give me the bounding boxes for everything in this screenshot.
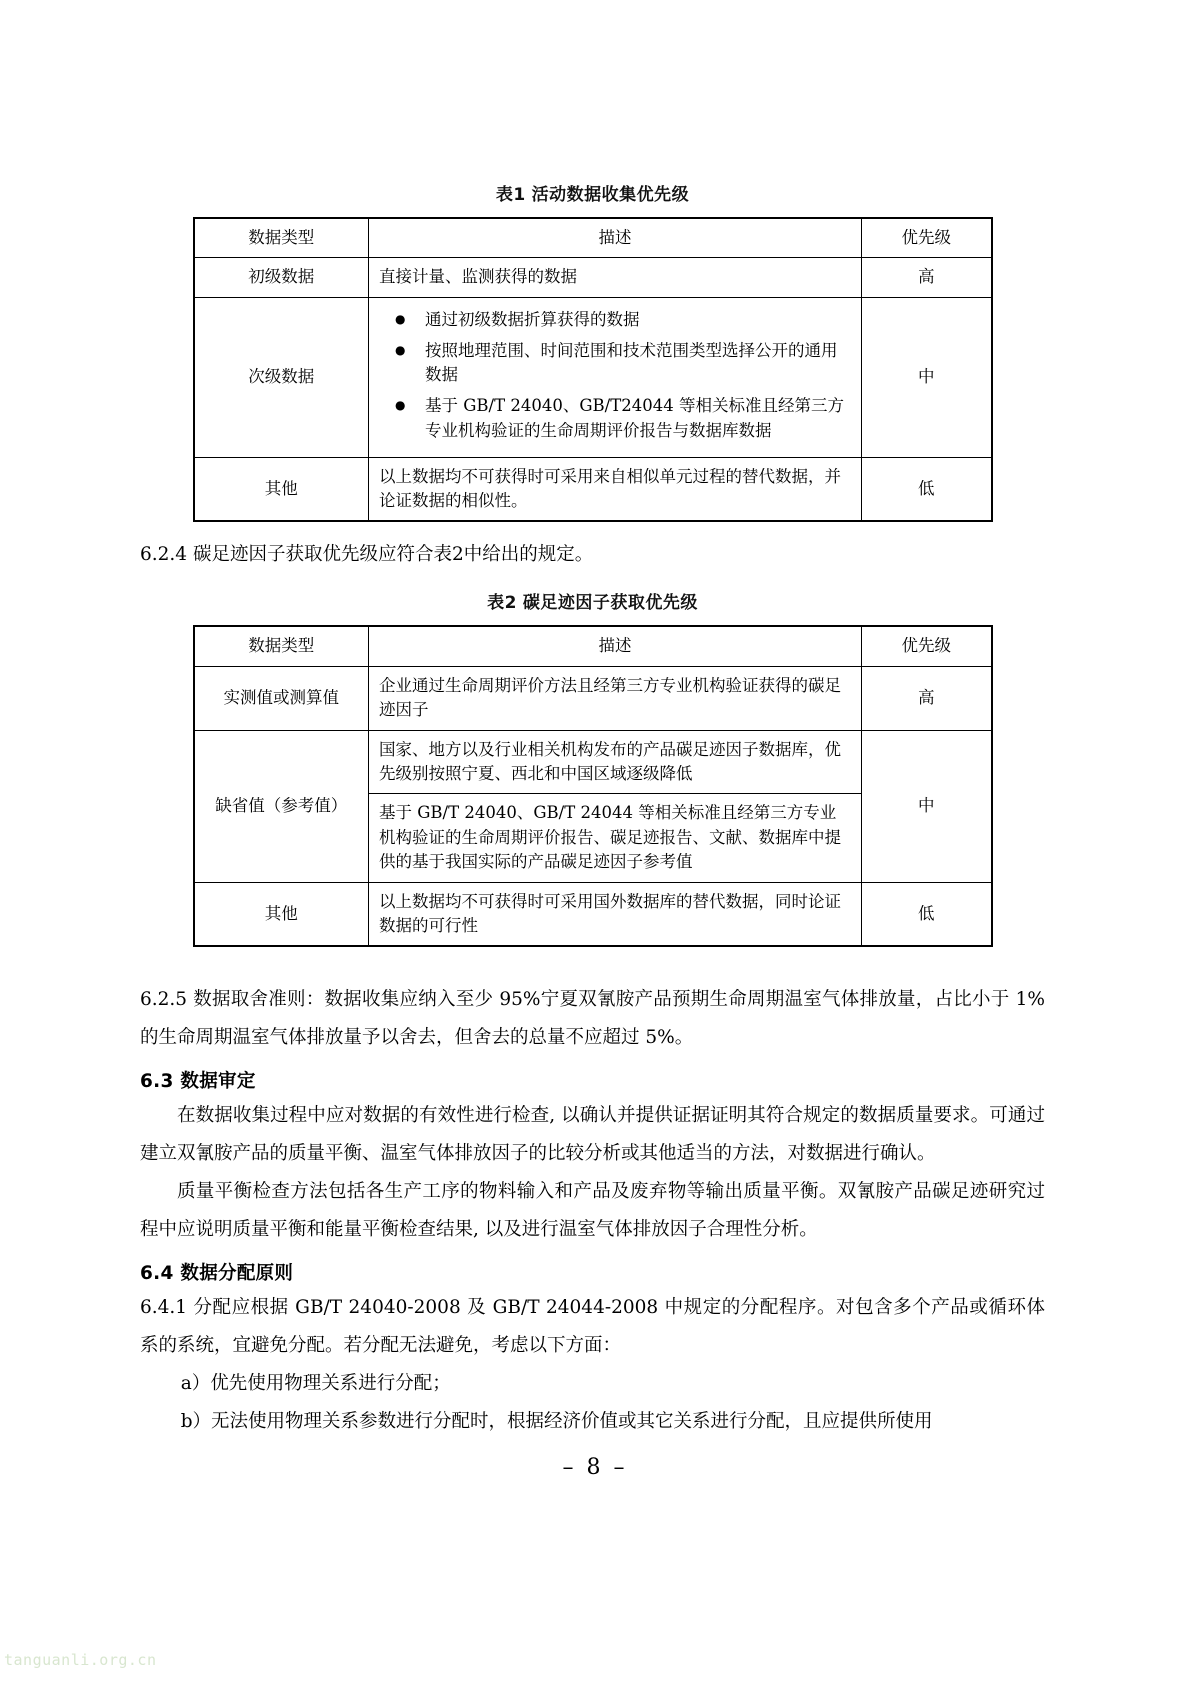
table-row [194,666,992,730]
table2-row1-description-part1: 国家、地方以及行业相关机构发布的产品碳足迹因子数据库，优先级别按照宁夏、西北和中国区域逐级降低 [369,730,862,794]
table-row [194,258,992,297]
table-activity-data-priority [193,217,993,522]
table1-row1-bullet-list [379,308,851,444]
table-row [194,297,992,457]
page-number: – 8 – [562,1455,628,1480]
table2-row2-priority: 低 [862,882,992,946]
table1-header-type: 数据类型 [194,218,369,258]
table2-row2-type: 其他 [194,882,369,946]
table1-row2-description: 以上数据均不可获得时可采用来自相似单元过程的替代数据，并论证数据的相似性。 [369,457,862,521]
table1-header-row [194,218,992,258]
table2-row0-priority: 高 [862,666,992,730]
page-content [140,180,1045,1441]
table1-row0-description: 直接计量、监测获得的数据 [369,258,862,297]
list-item-a: a）优先使用物理关系进行分配； [180,1372,451,1394]
clause-6-2-5: 6.2.5 数据取舍准则：数据收集应纳入至少 95%宁夏双氰胺产品预期生命周期温室气体排放量，占比小于 1%的生命周期温室气体排放量予以舍去，但舍去的总量不应超过 5%。 [140,989,1045,1049]
table1-row2-priority: 低 [862,457,992,521]
table1-caption-number: 表1 [495,185,526,205]
table2-caption [140,588,1045,613]
table1-caption [140,180,1045,205]
site-watermark: tanguanli.org.cn [4,1651,157,1669]
table-row [194,882,992,946]
table2-row1-description-part2: 基于 GB/T 24040、GB/T 24044 等相关标准且经第三方专业机构验证的生命周期评价报告、碳足迹报告、文献、数据库中提供的基于我国实际的产品碳足迹因子参考值 [369,794,862,882]
list-item: ● 按照地理范围、时间范围和技术范围类型选择公开的通用数据 [425,339,851,389]
table1-caption-title: 活动数据收集优先级 [531,185,690,205]
table1-row1-priority: 中 [862,297,992,457]
table1-row2-type: 其他 [194,457,369,521]
table-row [194,730,992,794]
table1-row0-type: 初级数据 [194,258,369,297]
table1-row0-priority: 高 [862,258,992,297]
clause-6-4-1: 6.4.1 分配应根据 GB/T 24040-2008 及 GB/T 24044-2008 中规定的分配程序。对包含多个产品或循环体系的系统，宜避免分配。若分配无法避免，考虑以下方面： [140,1296,1045,1356]
table1-header-priority: 优先级 [862,218,992,258]
table2-header-description: 描述 [369,626,862,666]
table2-header-type: 数据类型 [194,626,369,666]
table1-row1-description [369,297,862,457]
table2-row1-type: 缺省值（参考值） [194,730,369,882]
table2-header-priority: 优先级 [862,626,992,666]
table2-header-row [194,626,992,666]
clause-6-2-4: 6.2.4 碳足迹因子获取优先级应符合表2中给出的规定。 [140,544,594,566]
table-row [194,457,992,521]
paragraph-6-3-2: 质量平衡检查方法包括各生产工序的物料输入和产品及废弃物等输出质量平衡。双氰胺产品碳足迹研究过程中应说明质量平衡和能量平衡检查结果, 以及进行温室气体排放因子合理性分析。 [140,1181,1045,1240]
heading-6-3: 6.3 数据审定 [140,1071,256,1093]
table2-row0-type: 实测值或测算值 [194,666,369,730]
paragraph-6-3-1: 在数据收集过程中应对数据的有效性进行检查, 以确认并提供证据证明其符合规定的数据质量要求。可通过建立双氰胺产品的质量平衡、温室气体排放因子的比较分析或其他适当的方法，对数据进行确认。 [140,1105,1045,1165]
table2-caption-number: 表2 [487,593,517,614]
table2-row2-description: 以上数据均不可获得时可采用国外数据库的替代数据，同时论证数据的可行性 [369,882,862,946]
table1-header-description: 描述 [369,218,862,258]
list-item: ● 基于 GB/T 24040、GB/T24044 等相关标准且经第三方专业机构验证的生命周期评价报告与数据库数据 [425,394,851,444]
heading-6-4: 6.4 数据分配原则 [140,1262,294,1284]
table1-row1-type: 次级数据 [194,297,369,457]
list-item: ● 通过初级数据折算获得的数据 [425,308,851,333]
table2-row0-description: 企业通过生命周期评价方法且经第三方专业机构验证获得的碳足迹因子 [369,666,862,730]
list-item-b: b）无法使用物理关系参数进行分配时，根据经济价值或其它关系进行分配，且应提供所使用 [180,1410,933,1432]
table-carbon-factor-priority [193,625,993,947]
table2-row1-priority: 中 [862,730,992,882]
table2-caption-title: 碳足迹因子获取优先级 [522,593,698,614]
